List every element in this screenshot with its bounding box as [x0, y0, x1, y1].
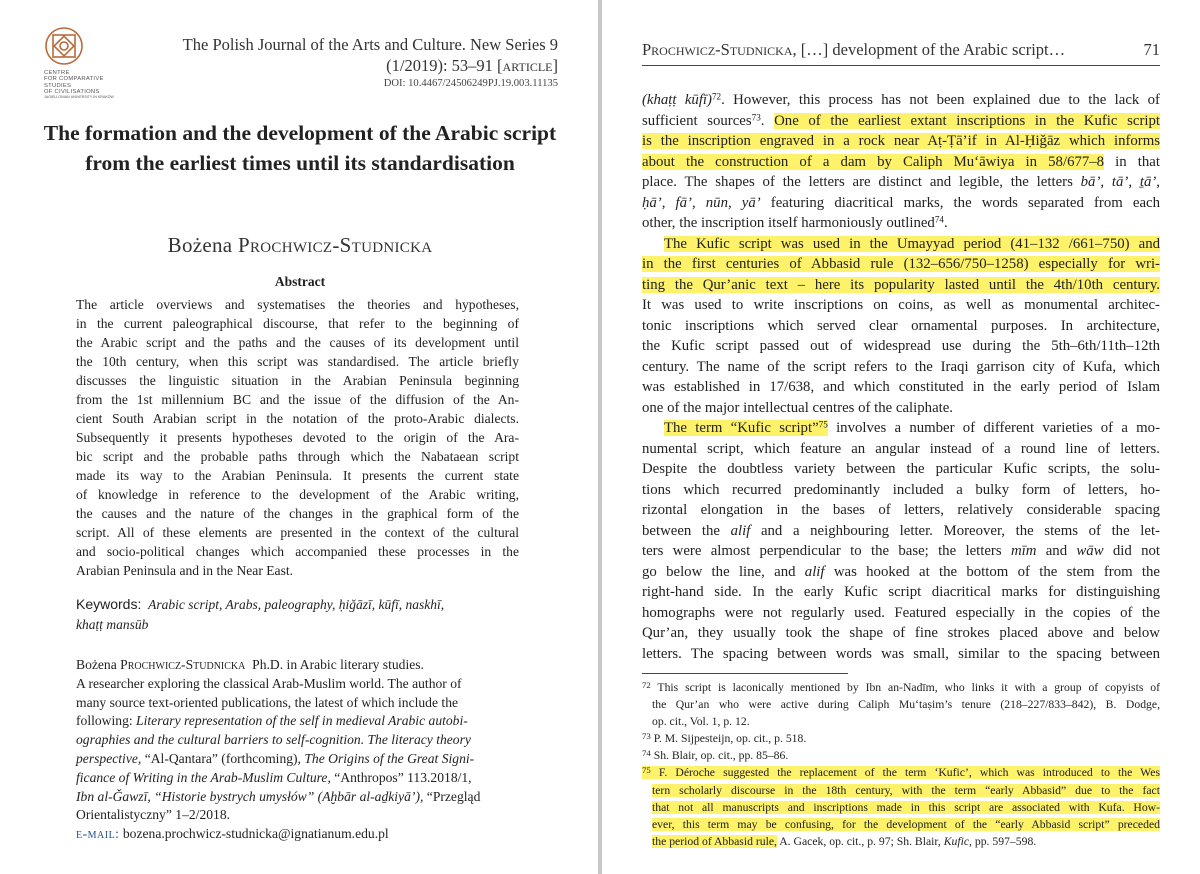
- page-number: 71: [1143, 40, 1160, 59]
- email-link[interactable]: bozena.prochwicz-studnicka@ignatianum.edu.pl: [122, 826, 389, 842]
- highlight: $^{75}$ F. Déroche suggested the replacement of the term ‘Kufic’, which was introduced to the Wes: [642, 765, 1160, 780]
- highlight: The term “Kufic script”$^{75}$: [664, 419, 828, 436]
- highlight: in the first centuries of Abbasid rule (132–656/750–1258) especially for wri-: [642, 256, 1160, 272]
- highlight: the period of Abbasid rule,: [652, 834, 777, 848]
- abstract-heading: Abstract: [274, 274, 326, 289]
- highlight: about the construction of a dam by Caliph Mu‘āwiya in 58/677–8: [642, 153, 1105, 170]
- abstract-text: The article overviews and systematises the theories and hypotheses, in the current paleographical discourse, that refer to the beginning of the Arabic script and the paths and the causes of its development until the 10th century, when this script was standardised. The article briefly discusses the linguistic situation in the Arabian Peninsula beginning from the 1st millennium BC and the issue of the diffusion of the An- cient South Arabian script in the notation of the proto-Arabic dialects. Subsequently it presents hypotheses devoted to the origin of the Ara- bic script and the probable paths through which the Nabataean script made its way to the Arabian Peninsula. It presents the current state of knowledge in reference to the development of the Arabic writing, the causes and the nature of the changes in the graphical form of the script. All of these elements are presented in the context of the cultural and socio-political changes which accompanied these processes in the Arabian Peninsula and in the Near East.: [76, 297, 519, 578]
- footnotes: $^{72}$ This script is laconically mentioned by Ibn an-Nadīm, who links it with a group of copyists of the Qur’an who were active during Caliph Mu‘taṣim’s tenure (218–227/833–842), B. Dodge, op. cit., Vol. 1, p. 12. $^{73}$ P. M. Sijpesteijn, op. cit., p. 518. $^{74}$ Sh. Blair, op. cit., pp. 85–86. $^{75}$ F. Déroche suggested the replacement of the term ‘Kufic’, which was introduced to the Wes tern scholarly discourse in the 18th century, with the term “early Abbasid” due to the fact that not all manuscripts and inscriptions made in this script are associated with Kufa. How- ever, this term may be confusing, for the development of the “early Abbasid script” preceded the period of Abbasid rule, A. Gacek, op. cit., p. 97; Sh. Blair, Kufic, pp. 597–598.: [642, 679, 1160, 848]
- running-header: Prochwicz-Studnicka, […] development of the Arabic script… 71: [642, 40, 1160, 59]
- highlight: tern scholarly discourse in the 18th century, with the term “early Abbasid” due to the fact: [652, 783, 1160, 797]
- logo-caption: CENTRE FOR COMPARATIVE STUDIES OF CIVILISATIONS JAGIELLONIAN UNIVERSITY IN KRAKÓW: [44, 70, 114, 100]
- highlight: ting the Qur’anic text – here its popularity lasted until the 4th/10th century.: [642, 276, 1160, 293]
- footnote-rule: [642, 673, 848, 674]
- highlight: The Kufic script was used in the Umayyad period (41–132 /661–750) and: [664, 235, 1160, 252]
- centre-logo: [44, 26, 114, 100]
- keywords-label: Keywords:: [76, 596, 142, 612]
- journal-info: The Polish Journal of the Arts and Culture. New Series 9 (1/2019): 53–91 [article]: [182, 35, 558, 75]
- highlight: is the inscription engraved in a rock near Aṭ-Ṭā’if in Al-Ḥiǧāz which informs: [642, 133, 1160, 149]
- highlight: One of the earliest extant inscriptions in the Kufic script: [774, 112, 1160, 129]
- highlight: ever, this term may be confusing, for the development of the “early Abbasid script” preceded: [652, 817, 1160, 831]
- body-text: (khaṭṭ kūfī)$^{72}$. However, this process has not been explained due to the lack of sufficient sources$^{73}$. One of the earliest extant inscriptions in the Kufic script is the inscription engraved in a rock near Aṭ-Ṭā’if in Al-Ḥiǧāz which informs about the construction of a dam by Caliph Mu‘āwiya in 58/677–8 in that place. The shapes of the letters are distinct and legible, the letters bā’, tā’, ṯā’, ḥā’, fā’, nūn, yā’ featuring diacritical marks, the words separated from each other, the inscription itself harmoniously outlined$^{74}$. The Kufic script was used in the Umayyad period (41–132 /661–750) and in the first centuries of Abbasid rule (132–656/750–1258) especially for wri- ting the Qur’anic text – here its popularity lasted until the 4th/10th century. It was used to write inscriptions on coins, as well as monumental architec- tonic inscriptions which served clear ornamental purposes. In architecture, the Kufic script passed out of widespread use during the 5th–6th/11th–12th century. The name of the script refers to the Iraqi garrison city of Kufa, which was established in 17/638, and which constituted in the early period of Islam one of the major intellectual centres of the caliphate. The term “Kufic script”$^{75}$ involves a number of different varieties of a mo- numental script, which feature an angular instead of a round line of letters. Despite the doubtless variety between the particular Kufic scripts, the solu- tions which recurred predominantly included a bulky form of letters, ho- rizontal elongation in the bases of letters, relatively considerable spacing between the alif and a neighbouring letter. Moreover, the stems of the let- ters were almost perpendicular to the base; the letters mīm and wāw did not go below the line, and alif was hooked at the bottom of the stem from the right-hand side. In the early Kufic script diacritical marks for distinguishing homographs were not regularly used. Featured especially in the copies of the Qur’an, they usually took the shape of fine strokes placed above and below letters. The spacing between words was small, similar to the spacing between: [642, 91, 1161, 662]
- right-page: [602, 0, 1200, 874]
- header-rule: [642, 65, 1160, 66]
- left-page: [0, 0, 598, 874]
- highlight: that not all manuscripts and inscriptions made in this script are associated with Kufa. How-: [652, 800, 1160, 814]
- email-label: e-mail:: [76, 826, 120, 842]
- doi: DOI: 10.4467/24506249PJ.19.003.11135: [383, 78, 558, 89]
- author-name: Bożena Prochwicz-Studnicka: [167, 233, 433, 257]
- article-title: The formation and the development of the Arabic script from the earliest times until its standardisation: [43, 121, 557, 175]
- keywords: Keywords: Arabic script, Arabs, paleography, ḥiǧāzī, kūfī, naskhī, khaṭṭ mansūb: [76, 596, 445, 632]
- mandala-logo-icon: [44, 26, 84, 66]
- author-bio: Bożena Prochwicz-Studnicka Ph.D. in Arabic literary studies. A researcher exploring the classical Arab-Muslim world. The author of many source text-oriented publications, the latest of which include the following: Literary representation of the self in medieval Arabic autobi- ographies and the cultural barriers to self-cognition. The literacy theory perspective, “Al-Qantara” (forthcoming), The Origins of the Great Signi- ficance of Writing in the Arab-Muslim Culture, “Anthropos” 113.2018/1, Ibn al-Ǧawzī, “Historie bystrych umysłów” (Aḫbār al-aḏkiyā’), “Przegląd Orientalistyczny” 1–2/2018. e-mail: bozena.prochwicz-studnicka@ignatianum.edu.pl: [76, 657, 481, 842]
